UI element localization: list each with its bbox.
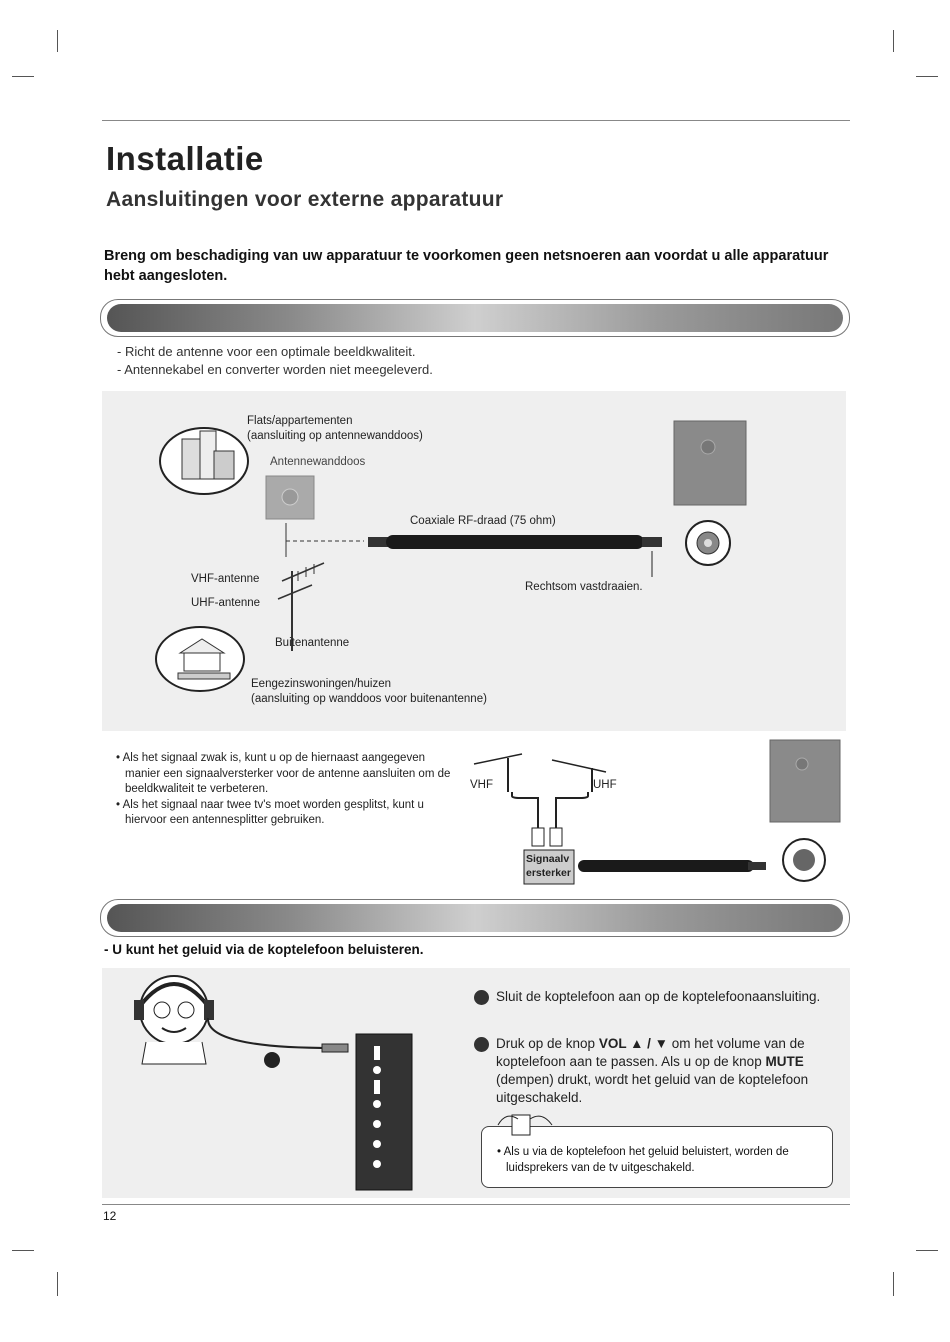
headphone-step: Sluit de koptelefoon aan op de koptelefoonaansluiting. (474, 988, 834, 1006)
wall-socket-label: Antennewanddoos (270, 456, 366, 468)
coax-label: Coaxiale RF-draad (75 ohm) (410, 515, 556, 527)
crop-mark (916, 76, 938, 77)
note-hand-icon (496, 1109, 556, 1139)
amplifier-diagram (460, 738, 844, 888)
flats-label: Flats/appartementen (247, 415, 353, 427)
turn-label: Rechtsom vastdraaien. (525, 581, 643, 593)
crop-mark (893, 1272, 894, 1296)
bottom-rule (102, 1204, 850, 1205)
amplifier-notes (115, 751, 460, 829)
uhf-antenna-label: UHF-antenne (191, 597, 261, 609)
crop-mark (916, 1250, 938, 1251)
antenna-notes (117, 343, 433, 379)
coax-cable-icon (386, 535, 644, 549)
crop-mark (893, 30, 894, 52)
antenna-note: - Richt de antenne voor een optimale beeldkwaliteit. (117, 344, 416, 359)
crop-mark (12, 1250, 34, 1251)
step-bullet-icon (474, 1037, 489, 1052)
amp-vhf-label: VHF (470, 779, 493, 791)
step-bullet-icon (474, 990, 489, 1005)
amplifier-note: • Als het signaal zwak is, kunt u op de hiernaast aangegeven manier een signaalversterker voor de antenne aansluiten om de beeldkwaliteit te verbeteren. (116, 752, 451, 795)
houses-sublabel: (aansluiting op wanddoos voor buitenantenne) (251, 693, 487, 705)
crop-mark (57, 30, 58, 52)
antenna-note: - Antennekabel en converter worden niet meegeleverd. (117, 362, 433, 377)
antenna-diagram-graphic (102, 391, 846, 731)
headphone-plug-icon (322, 1044, 348, 1052)
outdoor-antenna-label: Buitenantenne (275, 637, 350, 649)
crop-mark (12, 76, 34, 77)
amplifier-label: Signaalv ersterker (526, 853, 571, 879)
top-rule (102, 120, 850, 121)
crop-mark (57, 1272, 58, 1296)
page-subtitle: Aansluitingen voor externe apparatuur (106, 188, 504, 211)
amp-uhf-label: UHF (593, 779, 617, 791)
tip-box (481, 1126, 833, 1188)
amplifier-note: • Als het signaal naar twee tv's moet worden gesplitst, kunt u hiervoor een antennesplitter gebruiken. (116, 798, 424, 826)
tv-back-icon (674, 421, 746, 505)
tv-side-panel-icon (356, 1034, 412, 1190)
headphone-section-band (100, 899, 850, 937)
headphone-subtitle: - U kunt het geluid via de koptelefoon beluisteren. (104, 942, 424, 957)
houses-label: Eengezinswoningen/huizen (251, 678, 392, 690)
warning-text: Breng om beschadiging van uw apparatuur te voorkomen geen netsnoeren aan voordat u alle apparatuur hebt aangesloten. (104, 248, 829, 284)
flats-sublabel: (aansluiting op antennewanddoos) (247, 430, 423, 442)
antenna-diagram (102, 391, 846, 731)
person-icon (140, 976, 208, 1044)
vhf-antenna-label: VHF-antenne (191, 573, 260, 585)
page-number: 12 (103, 1209, 117, 1223)
headphone-step: Druk op de knop VOL ▲ / ▼ om het volume van de koptelefoon aan te passen. Als u op de knop MUTE (dempen) drukt, wordt het geluid van de koptelefoon uitgeschakeld. (474, 1035, 834, 1107)
tip-text: • Als u via de koptelefoon het geluid beluistert, worden de luidsprekers van de tv uitgeschakeld. (497, 1146, 789, 1174)
antenna-section-band (100, 299, 850, 337)
headphone-diagram (102, 968, 472, 1198)
page-title: Installatie (106, 140, 264, 177)
coax-plug-icon (368, 537, 388, 547)
